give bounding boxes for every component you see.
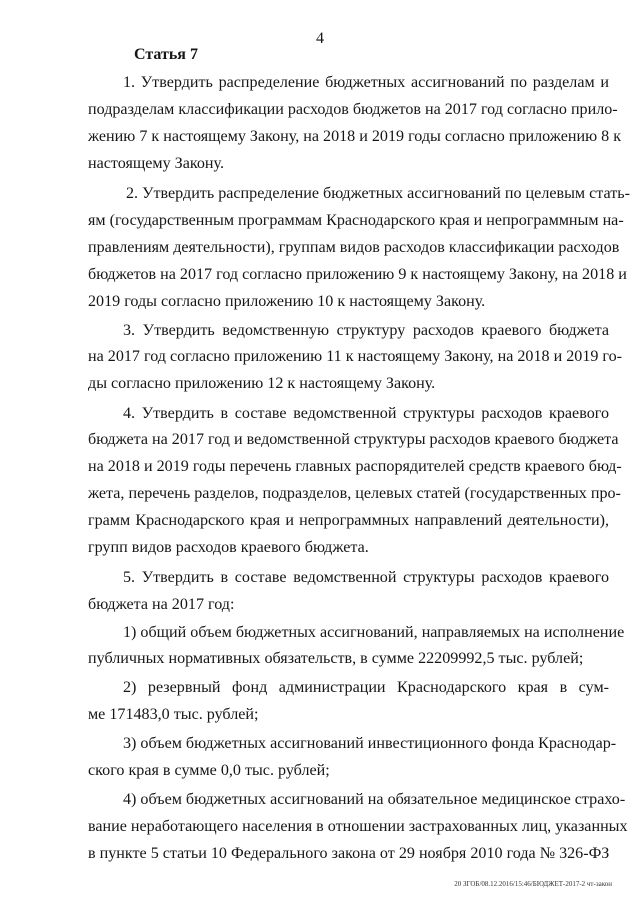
body-line: групп видов расходов краевого бюджета.	[88, 539, 369, 556]
body-line: на 2017 год согласно приложению 11 к настоящему Закону, на 2018 и 2019 го-	[88, 348, 623, 365]
body-line: публичных нормативных обязательств, в сумме 22209992,5 тыс. рублей;	[88, 650, 584, 667]
body-line: 2. Утвердить распределение бюджетных ассигнований по целевым стать-	[126, 185, 630, 202]
body-line: подразделам классификации расходов бюджетов на 2017 год согласно прило-	[88, 101, 618, 118]
body-line: 5. Утвердить в составе ведомственной структуры расходов краевого	[123, 569, 609, 586]
body-line: правлениям деятельности), группам видов расходов классификации расходов	[88, 239, 620, 256]
body-line: бюджетов на 2017 год согласно приложению 9 к настоящему Закону, на 2018 и	[88, 266, 627, 283]
body-line: 3. Утвердить ведомственную структуру расходов краевого бюджета	[123, 322, 609, 339]
body-line: в пункте 5 статьи 10 Федерального закона от 29 ноября 2010 года № 326-ФЗ	[88, 845, 610, 862]
body-line: настоящему Закону.	[88, 155, 224, 172]
body-line: 4. Утвердить в составе ведомственной структуры расходов краевого	[123, 405, 609, 422]
body-line: 2019 годы согласно приложению 10 к настоящему Закону.	[88, 293, 486, 310]
body-line: бюджета на 2017 год:	[88, 596, 235, 613]
body-line: грамм Краснодарского края и непрограммных направлений деятельности),	[88, 512, 609, 529]
body-line: 3) объем бюджетных ассигнований инвестиционного фонда Краснодар-	[123, 735, 617, 752]
body-line: ме 171483,0 тыс. рублей;	[88, 706, 259, 723]
body-line: ды согласно приложению 12 к настоящему Закону.	[88, 375, 436, 392]
body-line: ского края в сумме 0,0 тыс. рублей;	[88, 762, 330, 779]
body-line: 1. Утвердить распределение бюджетных ассигнований по разделам и	[123, 74, 609, 91]
body-line: жета, перечень разделов, подразделов, целевых статей (государственных про-	[88, 485, 621, 502]
body-line: жению 7 к настоящему Закону, на 2018 и 2019 годы согласно приложению 8 к	[88, 128, 622, 145]
body-line: вание неработающего населения в отношении застрахованных лиц, указанных	[88, 818, 628, 835]
body-line: бюджета на 2017 год и ведомственной структуры расходов краевого бюджета	[88, 431, 619, 448]
body-line: 1) общий объем бюджетных ассигнований, направляемых на исполнение	[123, 624, 625, 641]
article-title: Статья 7	[134, 46, 198, 63]
body-line: 2) резервный фонд администрации Краснодарского края в сум-	[123, 679, 609, 696]
page-number: 4	[316, 30, 324, 47]
body-line: 4) объем бюджетных ассигнований на обязательное медицинское страхо-	[123, 791, 626, 808]
body-line: на 2018 и 2019 годы перечень главных распорядителей средств краевого бюд-	[88, 458, 622, 475]
body-line: ям (государственным программам Краснодарского края и непрограммным на-	[88, 212, 624, 229]
footer-stamp: 20 ЗГОБ/08.12.2016/15:46/БЮДЖЕТ-2017-2 чт-закон	[454, 880, 612, 888]
